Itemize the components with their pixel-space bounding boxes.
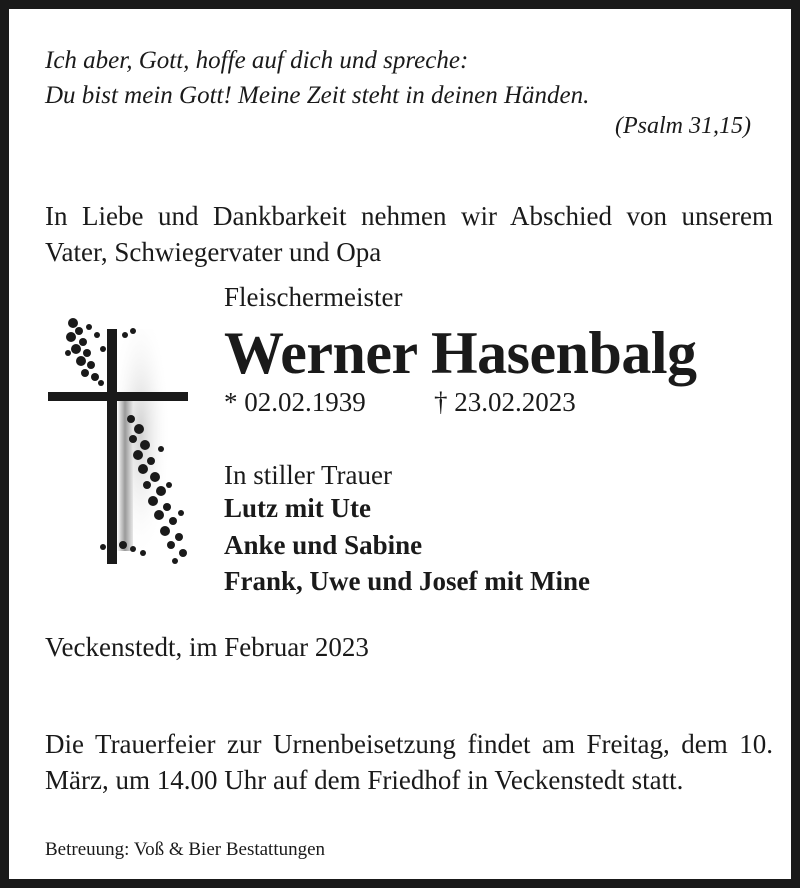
psalm-line-1: Ich aber, Gott, hoffe auf dich und spreche: [45, 47, 469, 74]
mourner-line: Lutz mit Ute [224, 493, 371, 523]
mourners-heading: In stiller Trauer [224, 460, 392, 490]
mourner-line: Frank, Uwe und Josef mit Mine [224, 566, 590, 596]
mourner-line: Anke und Sabine [224, 530, 423, 560]
death-date: † 23.02.2023 [434, 387, 576, 417]
intro-text: In Liebe und Dankbarkeit nehmen wir Abschied von unserem Vater, Schwiegervater und Opa [45, 201, 773, 267]
birth-date: * 02.02.1939 [224, 387, 366, 417]
place-date: Veckenstedt, im Februar 2023 [45, 632, 369, 662]
profession: Fleischermeister [224, 282, 403, 312]
undertaker-credit: Betreuung: Voß & Bier Bestattungen [45, 839, 326, 860]
deceased-name: Werner Hasenbalg [224, 320, 697, 386]
ceremony-text: Die Trauerfeier zur Urnenbeisetzung findet am Freitag, dem 10. März, um 14.00 Uhr auf dem Friedhof in Veckenstedt statt. [45, 729, 773, 795]
cross-with-ivy-icon [43, 309, 193, 574]
psalm-reference: (Psalm 31,15) [615, 113, 751, 139]
psalm-line-2: Du bist mein Gott! Meine Zeit steht in deinen Händen. [45, 82, 590, 109]
